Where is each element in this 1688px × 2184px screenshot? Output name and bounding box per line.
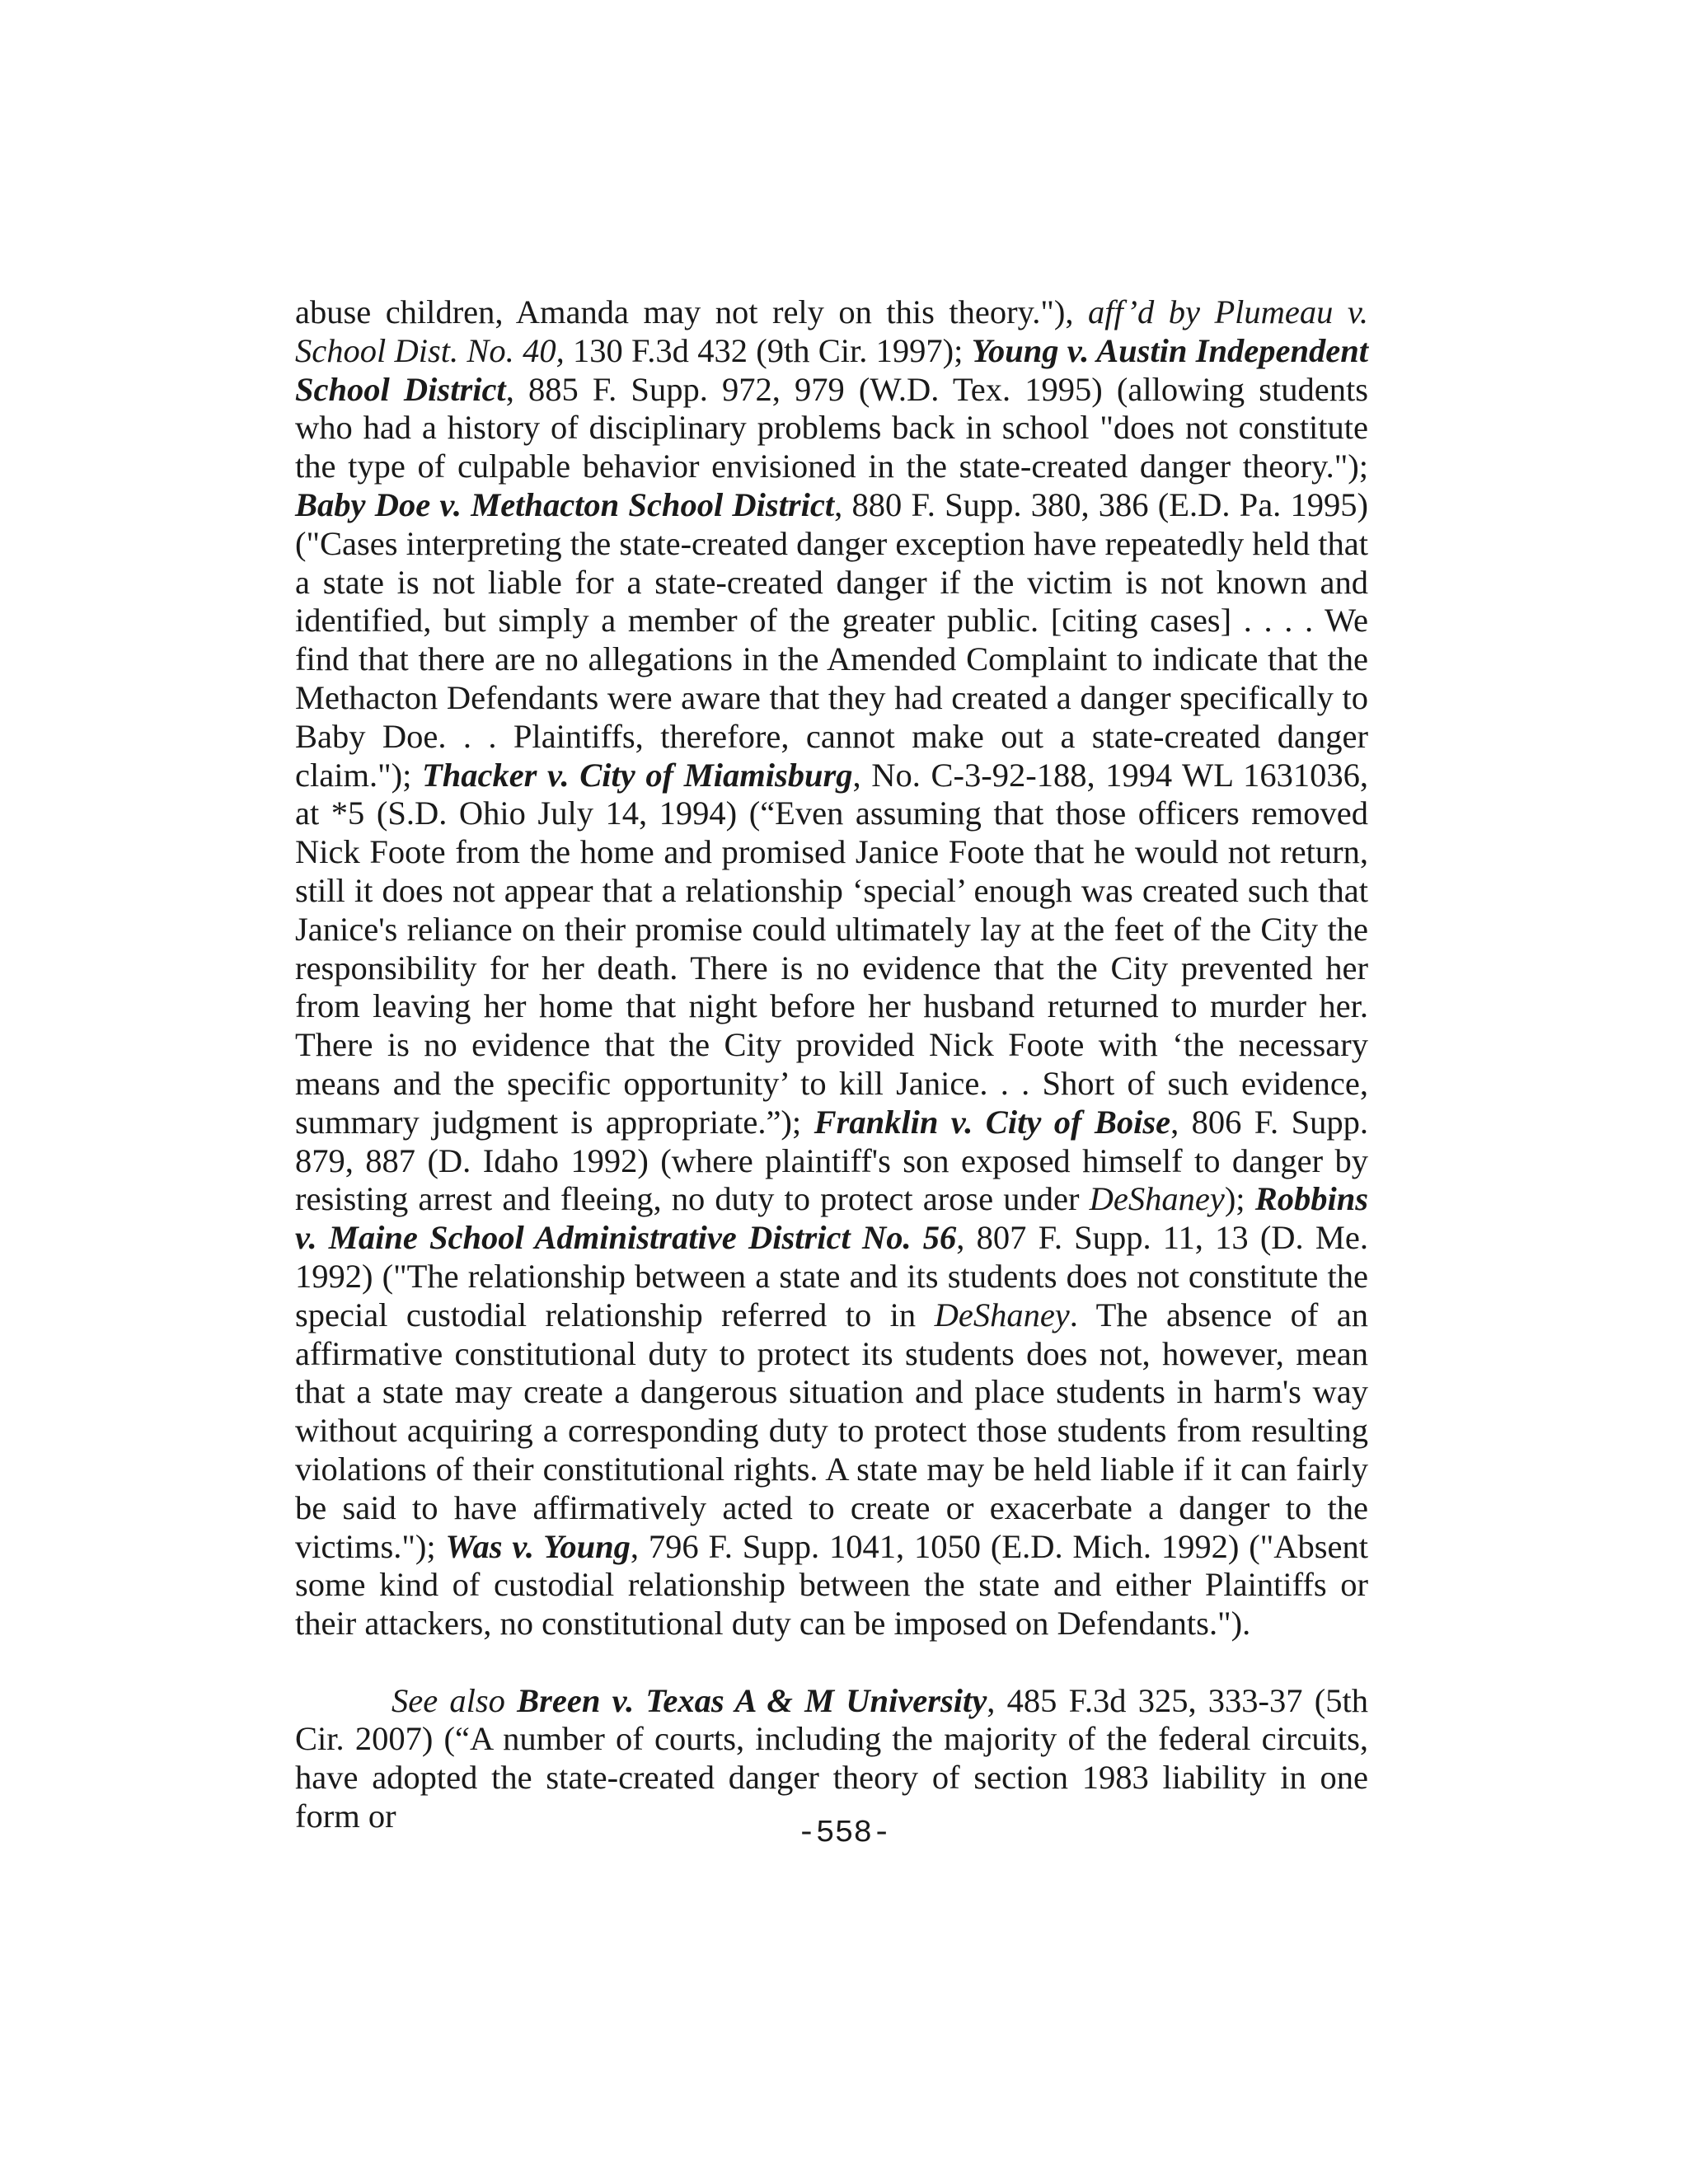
text-run: . The absence of an affirmative constitutional duty to protect its students does not, however, mean that a state may create a dangerous situation and place students in harm's way without acquiring a corresponding duty to protect those students from resulting violations of their constitutional rights. A state may be held liable if it can fairly be said to have affirmatively acted to create or exacerbate a danger to the victims."); <box>295 1296 1368 1565</box>
body-text <box>295 293 1368 1836</box>
case-name: Young v. Austin Independent School District <box>295 331 1369 408</box>
citation-italic: aff’d by Plumeau v. School Dist. No. 40, <box>295 293 1368 369</box>
case-name: Franklin v. City of Boise <box>814 1103 1171 1141</box>
case-name: Was v. Young <box>445 1527 631 1565</box>
text-run: , 885 F. Supp. 972, 979 (W.D. Tex. 1995) (allowing students who had a history of disciplinary problems back in school "does not constitute the type of culpable behavior envisioned in the state-created danger theory."); <box>295 370 1368 485</box>
case-name: Thacker v. City of Miamisburg <box>421 756 853 794</box>
case-reference-italic: DeShaney <box>1089 1180 1225 1218</box>
signal-italic: See also <box>392 1681 518 1719</box>
text-run: abuse children, Amanda may not rely on this theory."), <box>295 293 1089 330</box>
case-name: Breen v. Texas A & M University <box>517 1681 987 1719</box>
text-run: 130 F.3d 432 (9th Cir. 1997); <box>564 331 972 369</box>
paragraph-2 <box>295 1682 1368 1836</box>
case-name: Baby Doe v. Methacton School District <box>295 485 835 523</box>
case-reference-italic: DeShaney <box>934 1296 1070 1333</box>
page-number: -558- <box>796 1816 892 1851</box>
text-run: ); <box>1224 1180 1255 1218</box>
text-run: , 796 F. Supp. 1041, 1050 (E.D. Mich. 1992) ("Absent some kind of custodial relationship between the state and either Plaintiffs or their attackers, no constitutional duty can be imposed on Defendants."). <box>295 1527 1368 1643</box>
text-run: , 485 F.3d 325, 333-37 (5th Cir. 2007) (“A number of courts, including the majority of the federal circuits, have adopted the state-created danger theory of section 1983 liability in one form or <box>295 1681 1368 1835</box>
text-run: , 807 F. Supp. 11, 13 (D. Me. 1992) ("The relationship between a state and its students does not constitute the special custodial relationship referred to in <box>295 1219 1368 1333</box>
paragraph-1 <box>295 293 1368 1643</box>
case-name: Robbins v. Maine School Administrative District No. 56 <box>295 1180 1368 1257</box>
text-run: , No. C-3-92-188, 1994 WL 1631036, at *5 (S.D. Ohio July 14, 1994) (“Even assuming that those officers removed Nick Foote from the home and promised Janice Foote that he would not return, still it does not appear that a relationship ‘special’ enough was created such that Janice's reliance on their promise could ultimately lay at the feet of the City the responsibility for her death. There is no evidence that the City prevented her from leaving her home that night before her husband returned to murder her. There is no evidence that the City provided Nick Foote with ‘the necessary means and the specific opportunity’ to kill Janice. . . Short of such evidence, summary judgment is appropriate.”); <box>295 756 1368 1141</box>
text-run: , 880 F. Supp. 380, 386 (E.D. Pa. 1995) ("Cases interpreting the state-created danger exception have repeatedly held that a state is not liable for a state-created danger if the victim is not known and identified, but simply a member of the greater public. [citing cases] . . . . We find that there are no allegations in the Amended Complaint to indicate that the Methacton Defendants were aware that they had created a danger specifically to Baby Doe. . . Plaintiffs, therefore, cannot make out a state-created danger claim."); <box>295 485 1369 794</box>
text-run: , 806 F. Supp. 879, 887 (D. Idaho 1992) (where plaintiff's son exposed himself to danger by resisting arrest and fleeing, no duty to protect arose under <box>295 1103 1368 1218</box>
